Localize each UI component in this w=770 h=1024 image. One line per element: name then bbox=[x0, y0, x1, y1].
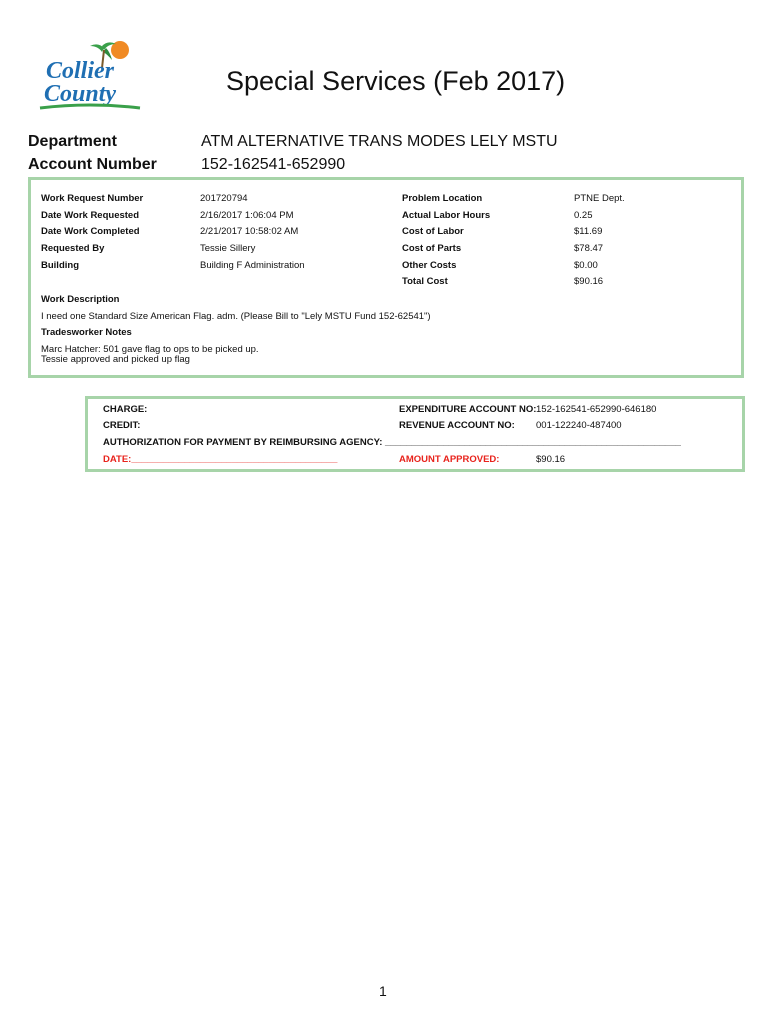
collier-county-logo bbox=[36, 38, 144, 114]
amount-approved-label: AMOUNT APPROVED: bbox=[399, 454, 500, 465]
problem-location-label: Problem Location bbox=[402, 193, 483, 204]
revenue-account-label: REVENUE ACCOUNT NO: bbox=[399, 420, 515, 431]
date-line: DATE:_______________________________________ bbox=[103, 454, 338, 465]
palm-tree-icon bbox=[36, 38, 144, 114]
date-work-completed-label: Date Work Completed bbox=[41, 226, 140, 237]
work-description-label: Work Description bbox=[41, 294, 120, 305]
page-title: Special Services (Feb 2017) bbox=[226, 66, 566, 96]
problem-location-value: PTNE Dept. bbox=[574, 193, 625, 204]
cost-of-labor-value: $11.69 bbox=[574, 226, 603, 237]
total-cost-value: $90.16 bbox=[574, 276, 604, 287]
cost-of-labor-label: Cost of Labor bbox=[402, 226, 464, 237]
actual-labor-hours-label: Actual Labor Hours bbox=[402, 210, 491, 221]
account-number-label: Account Number bbox=[28, 156, 157, 173]
tradesworker-notes-line-2: Tessie approved and picked up flag bbox=[41, 354, 190, 365]
total-cost-label: Total Cost bbox=[402, 276, 448, 287]
other-costs-label: Other Costs bbox=[402, 260, 457, 271]
actual-labor-hours-value: 0.25 bbox=[574, 210, 593, 221]
tradesworker-notes-line-1: Marc Hatcher: 501 gave flag to ops to be picked up. bbox=[41, 344, 259, 355]
other-costs-value: $0.00 bbox=[574, 260, 598, 271]
work-request-number-label: Work Request Number bbox=[41, 193, 144, 204]
building-value: Building F Administration bbox=[200, 260, 305, 271]
logo-text-county: County bbox=[44, 81, 117, 107]
authorization-line: AUTHORIZATION FOR PAYMENT BY REIMBURSING AGENCY: ________________________________________________________ bbox=[103, 437, 681, 448]
logo-text-collier: Collier bbox=[46, 58, 115, 84]
credit-label: CREDIT: bbox=[103, 420, 141, 431]
date-work-requested-value: 2/16/2017 1:06:04 PM bbox=[200, 210, 294, 221]
charge-label: CHARGE: bbox=[103, 404, 148, 415]
building-label: Building bbox=[41, 260, 79, 271]
tradesworker-notes-label: Tradesworker Notes bbox=[41, 327, 132, 338]
work-request-number-value: 201720794 bbox=[200, 193, 248, 204]
revenue-account-value: 001-122240-487400 bbox=[536, 420, 622, 431]
date-work-completed-value: 2/21/2017 10:58:02 AM bbox=[200, 226, 299, 237]
expenditure-account-value: 152-162541-652990-646180 bbox=[536, 404, 657, 415]
department-label: Department bbox=[28, 133, 117, 150]
department-value: ATM ALTERNATIVE TRANS MODES LELY MSTU bbox=[201, 133, 558, 150]
cost-of-parts-value: $78.47 bbox=[574, 243, 604, 254]
expenditure-account-label: EXPENDITURE ACCOUNT NO: bbox=[399, 404, 537, 415]
account-number-value: 152-162541-652990 bbox=[201, 156, 346, 173]
date-work-requested-label: Date Work Requested bbox=[41, 210, 140, 221]
requested-by-value: Tessie Sillery bbox=[200, 243, 256, 254]
cost-of-parts-label: Cost of Parts bbox=[402, 243, 462, 254]
page-number: 1 bbox=[379, 983, 387, 999]
work-description-text: I need one Standard Size American Flag. adm. (Please Bill to "Lely MSTU Fund 152-62541") bbox=[41, 311, 431, 322]
requested-by-label: Requested By bbox=[41, 243, 105, 254]
amount-approved-value: $90.16 bbox=[536, 454, 566, 465]
